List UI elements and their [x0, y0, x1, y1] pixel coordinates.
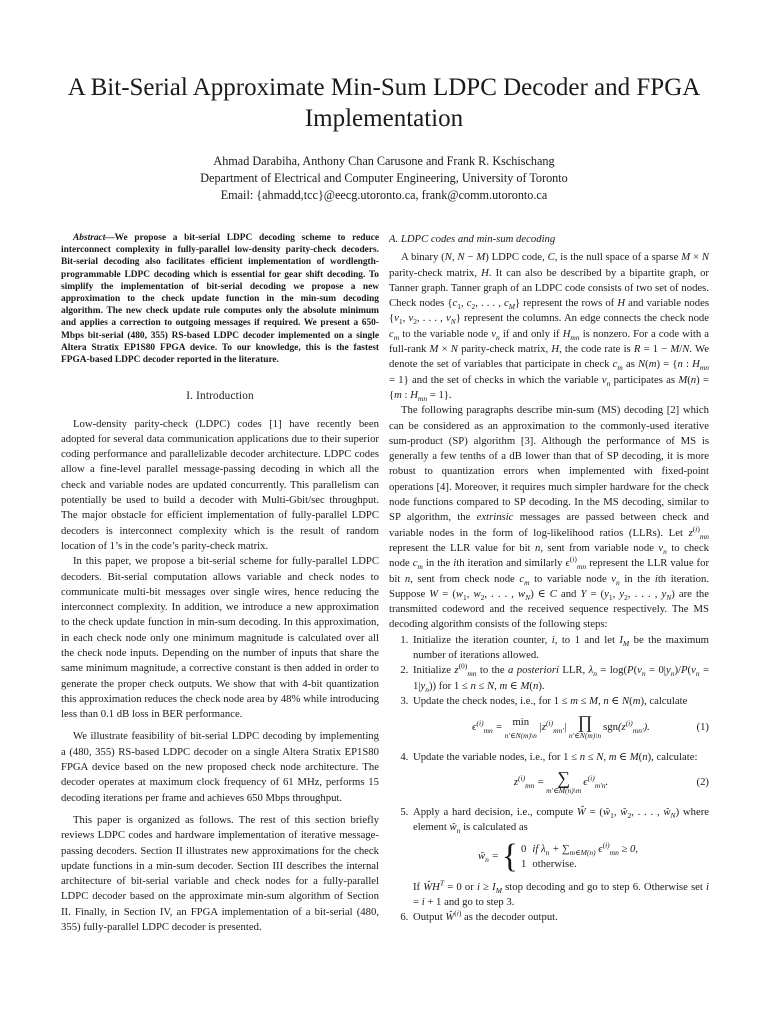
author-block [60, 153, 708, 204]
intro-paragraph-3: We illustrate feasibility of bit-serial LDPC decoding by implementing a (480, 355) RS-based LDPC decoder on a single Altera Stratix EP1S80 FPGA device based on the new proposed check node architecture. The decoder operates at maximum clock frequency of 61 MHz, performs 15 decoding iterations per frame and achieves 650 Mbps throughput. [61, 730, 379, 804]
step-2: 2. Initialize $z^{(0)}_{mn}$ to the a posteriori LLR, $\lambda_n = \log(P(v_n = 0|y_n)/P(v_n = 1|y_n))$ for 1 ≤ n ≤ N, m ∈ M(n). [411, 663, 709, 694]
step-5: 5. Apply a hard decision, i.e., compute Ŵ = ($ŵ_1$, $ŵ_2$, . . . , $ŵ_N$) where element $ŵ_n$ is calculated as $ŵ_n$ = { 0 if $\lambda_n + \sum_{m\in M(n)}$ $\epsilon^{(i)}_{mn} \ge 0$, 1 otherwise. If $ŴH^T = 0$ or $i \ge I_M$ stop decoding and go to step 6. Otherwise set i = i + 1 and go to step 3. [411, 805, 709, 910]
affiliation: Department of Electrical and Computer Engineering, University of Toronto [200, 171, 568, 185]
intro-paragraph-1: Low-density parity-check (LDPC) codes [1] have recently been adopted for several data communication applications due to their superior coding performance and parallelizable decoder architecture. LDPC codes allow a fine-level parallel message-passing decoding in which all the check and variable nodes are updated concurrently. This parallelism can potentially be used to build a decoder with Multi-Gbit/sec throughput. The major obstacle for efficient implementation of fully-parallel LDPC decoders is interconnect complexity which is the result of random location of 1’s in the code’s parity-check matrix. [61, 417, 379, 552]
left-column [61, 232, 379, 935]
equation-2: $z^{(i)}_{mn}$ = ∑ m′∈M(n)\m $\epsilon^{(i)}_{m'n}$. (2) [513, 767, 709, 796]
step-5-condition: If $ŴH^T = 0$ or $i \ge I_M$ stop decoding and go to step 6. Otherwise set i = i + 1 and go to step 3. [413, 878, 709, 908]
email: Email: {ahmadd,tcc}@eecg.utoronto.ca, frank@comm.utoronto.ca [220, 188, 548, 202]
abstract-label: Abstract [73, 233, 106, 243]
equation-2-number: (2) [696, 776, 709, 789]
subsection-paragraph-2: The following paragraphs describe min-sum (MS) decoding [2] which can be considered as an approximation to the commonly-used iterative sum-product (SP) algorithm [3]. Although the performance of MS is generally a few tenths of a dB lower than that of SP decoding, it is more robust to quantization errors when implemented with fixed-point operations [4]. Moreover, it requires much simpler hardware for the check node functions compared to SP decoding. In the MS decoding, similar to SP algorithm, the extrinsic messages are passed between check and variable nodes in the form of log-likelihood ratios (LLRs). Let $z^{(i)}_{mn}$ represent the LLR value for bit n, sent from variable node $v_n$ to check node $c_m$ in the ith iteration and similarly $\epsilon^{(i)}_{mn}$ represent the LLR value for bit n, sent from check node $c_m$ to variable node $v_n$ in the ith iteration. Suppose $W = (w_1$, $w_2$, . . . , $w_N$) ∈ C and $Y = (y_1$, $y_2$, . . . , $y_N$) are the transmitted codeword and the received sequence respectively. The MS decoding algorithm consists of the following steps: [389, 404, 710, 631]
subsection-heading: A. LDPC codes and min-sum decoding [389, 233, 556, 245]
equation-1: $\epsilon^{(i)}_{mn}$ = min n′∈N(m)\n $|z^{(i)}_{mn'}|$ ∏ n′∈N(m)\n $sgn(z^{(i)}_{mn'})$. (1) [472, 712, 709, 740]
step-3: 3. Update the check nodes, i.e., for 1 ≤ m ≤ M, n ∈ N(m), calculate $\epsilon^{(i)}_{mn}$ = min n′∈N(m)\n $|z^{(i)}_{mn'}|$ ∏ n′∈N(m)\n $sgn(z^{(i)}_{mn'})$. (1) [411, 694, 709, 740]
sum-operator: ∑ m′∈M(n)\m [546, 767, 582, 796]
product-operator: ∏ n′∈N(m)\n [568, 712, 602, 740]
author-names: Ahmad Darabiha, Anthony Chan Carusone and Frank R. Kschischang [213, 154, 555, 168]
step-6-label: Output [413, 911, 443, 924]
step-4: 4. Update the variable nodes, i.e., for 1 ≤ n ≤ N, m ∈ M(n), calculate: $z^{(i)}_{mn}$ = ∑ m′∈M(n)\m $\epsilon^{(i)}_{m'n}$. (2) [411, 750, 709, 796]
case-otherwise: otherwise. [532, 857, 577, 870]
abstract-text: —We propose a bit-serial LDPC decoding scheme to reduce interconnect complexity in fully-parallel low-density parity-check decoders. Bit-serial decoding also facilitates efficient implementation of wordlength-programmable LDPC decoding which is essential for gear shift decoding. To simplify the implementation of bit-serial decoding we propose a new approximation to the check update function in the min-sum decoding algorithm. The new check update rule computes only the absolute minimum and applies a correction to outgoing messages if required. We present a 650-Mbps bit-serial (480, 355) RS-based LDPC decoder implemented on a single Altera Stratix EP1S80 FPGA device. To our knowledge, this is the fastest FPGA-based LDPC decoder reported in the literature. [61, 233, 379, 366]
hard-decision-equation [413, 837, 709, 875]
piecewise-definition: $ŵ_n$ = { 0 if $\lambda_n + \sum_{m\in M(n)}$ $\epsilon^{(i)}_{mn} \ge 0$, 1 otherwise. [478, 840, 644, 874]
paper-title: A Bit-Serial Approximate Min-Sum LDPC Decoder and FPGA Implementation [67, 74, 701, 132]
right-column [389, 232, 709, 926]
step-1: 1. Initialize the iteration counter, i, to 1 and let $I_M$ be the maximum number of iterations allowed. [411, 633, 709, 664]
subsection-paragraph-1: A binary (N, N − M) LDPC code, C, is the null space of a sparse M × N parity-check matrix, H. It can also be described by a bipartite graph, or Tanner graph. Tanner graph of an LDPC code consists of two set of nodes. Check nodes {$c_1$, $c_2$, . . . , $c_M$} represent the rows of H and variable nodes {$v_1$, $v_2$, . . . , $v_N$} represent the columns. An edge connects the check node $c_m$ to the variable node $v_n$ if and only if $H_{mn}$ is nonzero. For a code with a full-rank M × N parity-check matrix, H, the code rate is R = 1 − M/N. We denote the set of variables that participate in check $c_m$ as N(m) = {n : $H_{mn} = 1$} and the set of checks in which the variable $v_n$ participates as M(n) = {m : $H_{mn} = 1$}. [389, 251, 710, 404]
subsection-paragraph-2-text: The following paragraphs describe min-sum (MS) decoding [2] which can be considered as an approximation to the commonly-used iterative sum-product (SP) algorithm [3]. Although the performance of MS is generally a few tenths of a dB lower than that of SP decoding, it is more robust to quantization errors when implemented with fixed-point operations [4]. Moreover, it requires much simpler hardware for the check node functions compared to SP decoding. [389, 404, 709, 509]
intro-paragraph-2: In this paper, we propose a bit-serial scheme for fully-parallel LDPC decoders. Bit-serial computation allows variable and check nodes to communicate multi-bit messages over single wires, hence reducing the interconnect complexity. In addition, we introduce a new approximation to the check update function in min-sum decoding. In this approximation, in each check node only one minimum magnitude is calculated over all the check node inputs. Depending on the number of inputs that share the same minimum magnitude, a corrective constant is then added in order to generate the proper check outputs. We show that with 4-bit quantization this approximation reduces the check node area by 48% while introducing less than 0.1 dB loss in BER performance. [61, 555, 379, 721]
min-operator: min n′∈N(m)\n [504, 716, 537, 740]
equation-1-number: (1) [696, 720, 709, 733]
intro-paragraph-4: This paper is organized as follows. The rest of this section briefly reviews LDPC codes and hardware implementation of iterative message-passing decoders. Section II illustrates new approximations for the check update functions in a min-sum decoder. Section III describes the internal architecture of bit-serial variable and check nodes for a fully-parallel LDPC decoder based on the approximate min-sum algorithm of Section II. Finally, in Section IV, an FPGA implementation of a bit-serial (480, 355) fully-parallel LDPC decoder is presented. [61, 813, 379, 934]
abstract [61, 232, 379, 366]
decoding-steps-list [389, 633, 709, 926]
section-heading-introduction: I. Introduction [186, 390, 254, 403]
step-6: 6. Output $Ŵ^{(i)}$ as the decoder output. [411, 910, 709, 925]
step-4-tail: calculate: [656, 750, 698, 763]
step-3-tail: calculate [649, 694, 688, 707]
